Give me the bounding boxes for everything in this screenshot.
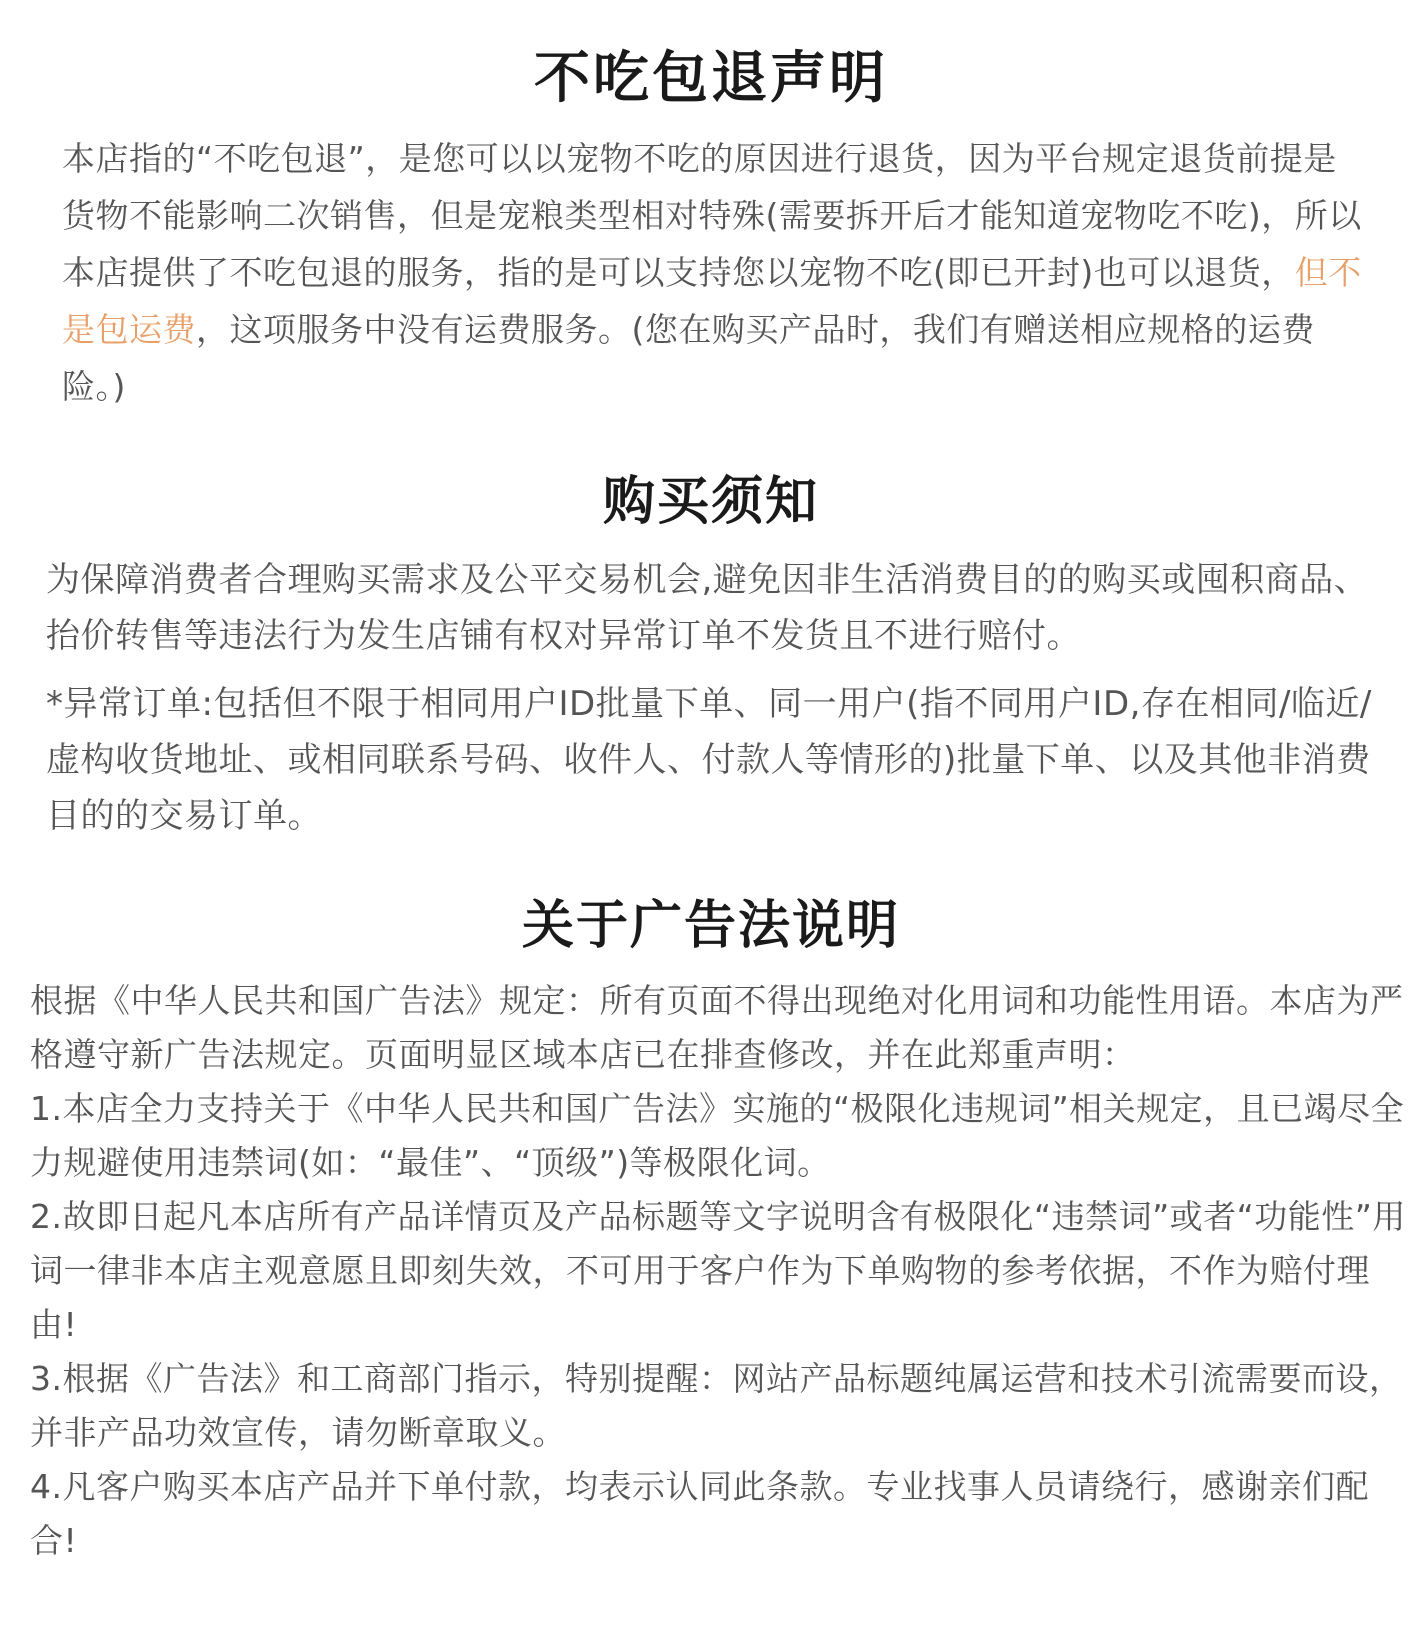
ad-law-title: 关于广告法说明 xyxy=(521,896,900,956)
return-policy-section xyxy=(0,44,1422,406)
return-policy-text-after: ，这项服务中没有运费服务。(您在购买产品时，我们有赠送相应规格的运费险。) xyxy=(62,310,1315,406)
ad-law-section xyxy=(0,894,1422,1560)
ad-law-item-3: 3.根据《广告法》和工商部门指示，特别提醒：网站产品标题纯属运营和技术引流需要而设，并非产品功效宣传，请勿断章取义。 xyxy=(30,1359,1403,1452)
purchase-notice-title: 购买须知 xyxy=(602,472,819,532)
no-shipping-highlight: 但不是包运费 xyxy=(62,253,1362,349)
return-policy-text-before: 本店指的“不吃包退”，是您可以以宠物不吃的原因进行退货，因为平台规定退货前提是货物不能影响二次销售，但是宠粮类型相对特殊(需要拆开后才能知道宠物吃不吃)，所以本店提供了不吃包退的服务，指的是可以支持您以宠物不吃(即已开封)也可以退货， xyxy=(62,139,1362,292)
return-policy-text xyxy=(62,130,1362,415)
ad-law-intro: 根据《中华人民共和国广告法》规定：所有页面不得出现绝对化用词和功能性用语。本店为严格遵守新广告法规定。页面明显区域本店已在排查修改，并在此郑重声明： xyxy=(30,981,1404,1074)
purchase-notice-section xyxy=(0,470,1422,836)
ad-law-item-1: 1.本店全力支持关于《中华人民共和国广告法》实施的“极限化违规词”相关规定，且已竭尽全力规避使用违禁词(如：“最佳”、“顶级”)等极限化词。 xyxy=(30,1089,1405,1182)
ad-law-body xyxy=(30,974,1410,1568)
ad-law-item-2: 2.故即日起凡本店所有产品详情页及产品标题等文字说明含有极限化“违禁词”或者“功能性”用词一律非本店主观意愿且即刻失效，不可用于客户作为下单购物的参考依据，不作为赔付理由! xyxy=(30,1197,1406,1344)
ad-law-item-4: 4.凡客户购买本店产品并下单付款，均表示认同此条款。专业找事人员请绕行，感谢亲们配合! xyxy=(30,1467,1369,1560)
abnormal-order-note: *异常订单:包括但不限于相同用户ID批量下单、同一用户(指不同用户ID,存在相同/临近/虚构收货地址、或相同联系号码、收件人、付款人等情形的)批量下单、以及其他非消费目的的交易订单。 xyxy=(46,684,1372,836)
return-policy-title: 不吃包退声明 xyxy=(534,46,888,111)
purchase-notice-paragraph: 为保障消费者合理购买需求及公平交易机会,避免因非生活消费目的的购买或囤积商品、抬价转售等违法行为发生店铺有权对异常订单不发货且不进行赔付。 xyxy=(46,560,1369,656)
